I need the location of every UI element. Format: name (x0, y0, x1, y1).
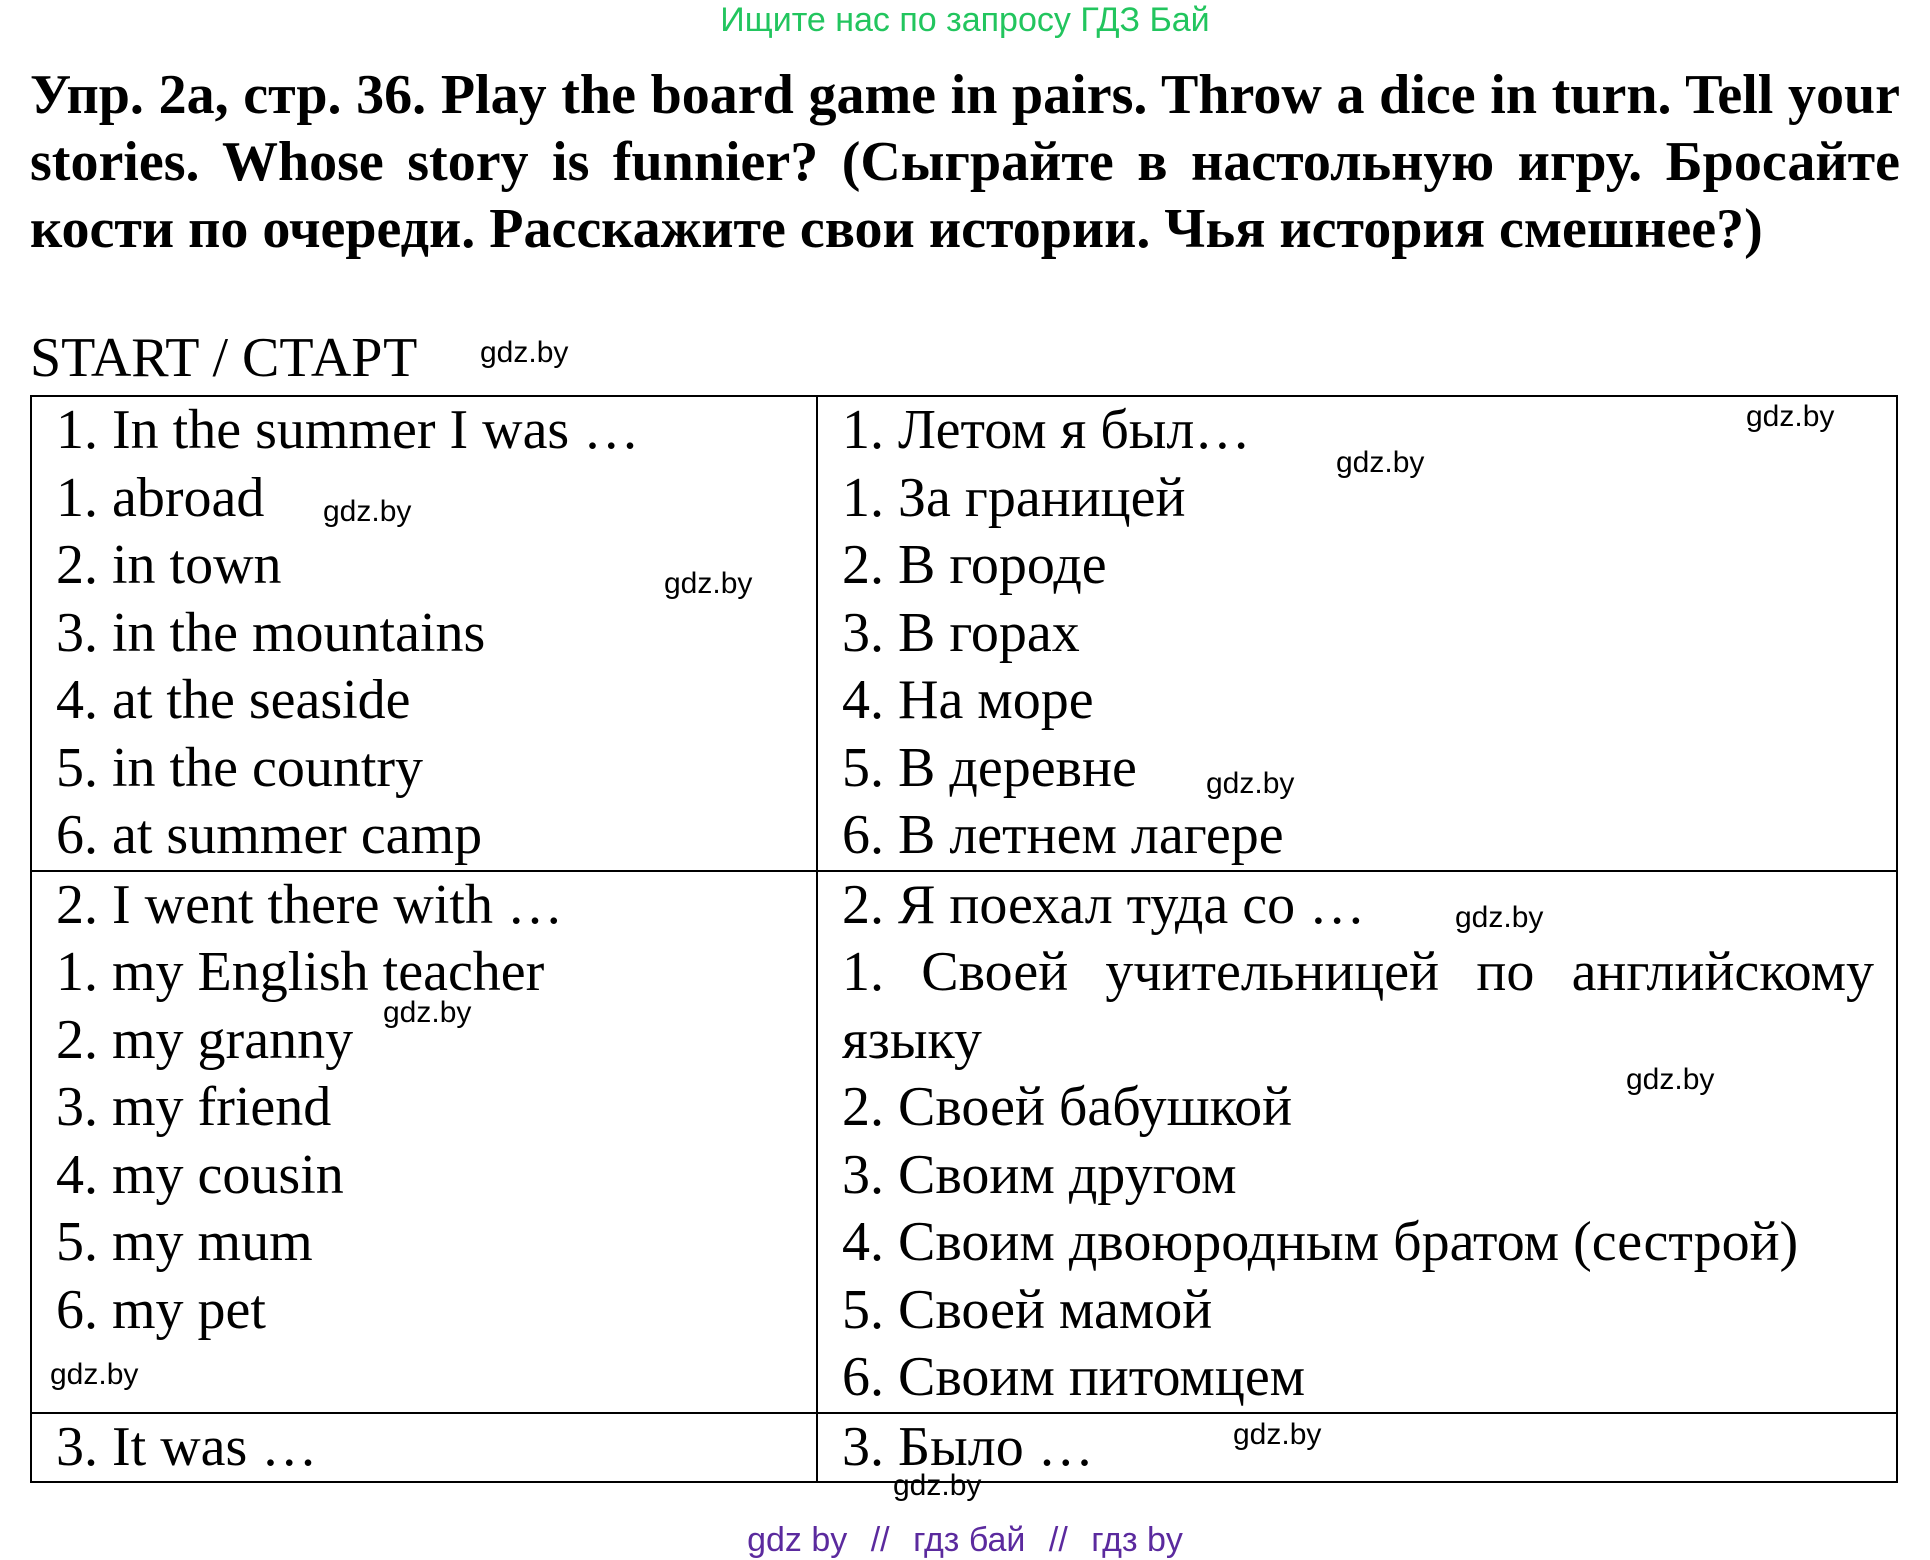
list-item: 2. Своей бабушкой (842, 1076, 1293, 1138)
watermark: gdz.by (383, 996, 472, 1029)
watermark: gdz.by (323, 495, 412, 528)
bottom-links (0, 1520, 1930, 1560)
list-item: 3. В горах (842, 601, 1080, 664)
row1-english-cell (31, 396, 817, 871)
list-item: 4. at the seaside (56, 669, 411, 731)
list-item: 5. my mum (56, 1211, 313, 1273)
bottom-link-gdz-bai[interactable]: гдз бай (913, 1521, 1026, 1559)
bottom-link-gdz-by-ru[interactable]: гдз by (1091, 1521, 1183, 1559)
row3-ru-title: 3. Было … (842, 1415, 1094, 1478)
separator: // (870, 1521, 890, 1559)
board-game-table (30, 395, 1898, 1483)
watermark: gdz.by (1626, 1063, 1715, 1096)
row2-russian-cell (817, 871, 1897, 1413)
top-banner: Ищите нас по запросу ГДЗ Бай (720, 1, 1210, 39)
list-item: 6. my pet (56, 1278, 266, 1341)
watermark: gdz.by (664, 567, 753, 600)
row2-en-title: 2. I went there with … (56, 873, 563, 936)
table-row (31, 396, 1897, 871)
row3-en-title: 3. It was … (56, 1415, 318, 1478)
list-item: 6. Своим питомцем (842, 1346, 1306, 1408)
list-item: 1. abroad (56, 466, 265, 529)
list-item: 2. my granny (56, 1008, 354, 1071)
row1-ru-title: 1. Летом я был… (842, 399, 1251, 461)
watermark: gdz.by (1746, 400, 1835, 433)
list-item: 1. my English teacher (56, 941, 545, 1003)
list-item: 4. my cousin (56, 1143, 344, 1206)
watermark: gdz.by (50, 1358, 139, 1391)
list-item: 2. in town (56, 534, 282, 596)
empty-line (56, 1344, 794, 1412)
start-label: START / СТАРТ (30, 327, 418, 389)
row1-en-title: 1. In the summer I was … (56, 399, 640, 461)
list-item: 3. Своим другом (842, 1143, 1237, 1206)
list-item-continuation: языку (842, 1008, 982, 1071)
list-item: 4. Своим двоюродным братом (сестрой) (842, 1211, 1799, 1273)
row3-english-cell (31, 1413, 817, 1483)
list-item: 4. На море (842, 669, 1094, 731)
watermark: gdz.by (893, 1469, 982, 1502)
watermark: gdz.by (1233, 1418, 1322, 1451)
list-item: 5. Своей мамой (842, 1278, 1213, 1341)
list-item: 5. in the country (56, 736, 424, 799)
list-item: 6. at summer camp (56, 804, 483, 866)
watermark: gdz.by (1336, 446, 1425, 479)
watermark: gdz.by (480, 336, 569, 369)
watermark: gdz.by (1206, 767, 1295, 800)
watermark: gdz.by (1455, 901, 1544, 934)
list-item: 2. В городе (842, 534, 1107, 596)
list-item: 5. В деревне (842, 736, 1137, 799)
list-item: 1. Своей учительницей по английскому (842, 941, 1874, 1003)
list-item: 1. За границей (842, 466, 1186, 529)
list-item: 3. my friend (56, 1076, 332, 1138)
row2-ru-title: 2. Я поехал туда со … (842, 873, 1366, 936)
list-item: 6. В летнем лагере (842, 804, 1284, 866)
table-row (31, 871, 1897, 1413)
separator: // (1048, 1521, 1068, 1559)
task-text: Упр. 2а, стр. 36. Play the board game in pairs. Throw a dice in turn. Tell your stories. Whose story is funnier? (Сыграйте в настольную игру. Бросайте кости по очереди. Расскажите свои истории. Чья история смешнее?) (30, 64, 1900, 260)
list-item: 3. in the mountains (56, 601, 486, 664)
row2-english-cell (31, 871, 817, 1413)
bottom-link-gdz-by[interactable]: gdz by (747, 1521, 848, 1559)
